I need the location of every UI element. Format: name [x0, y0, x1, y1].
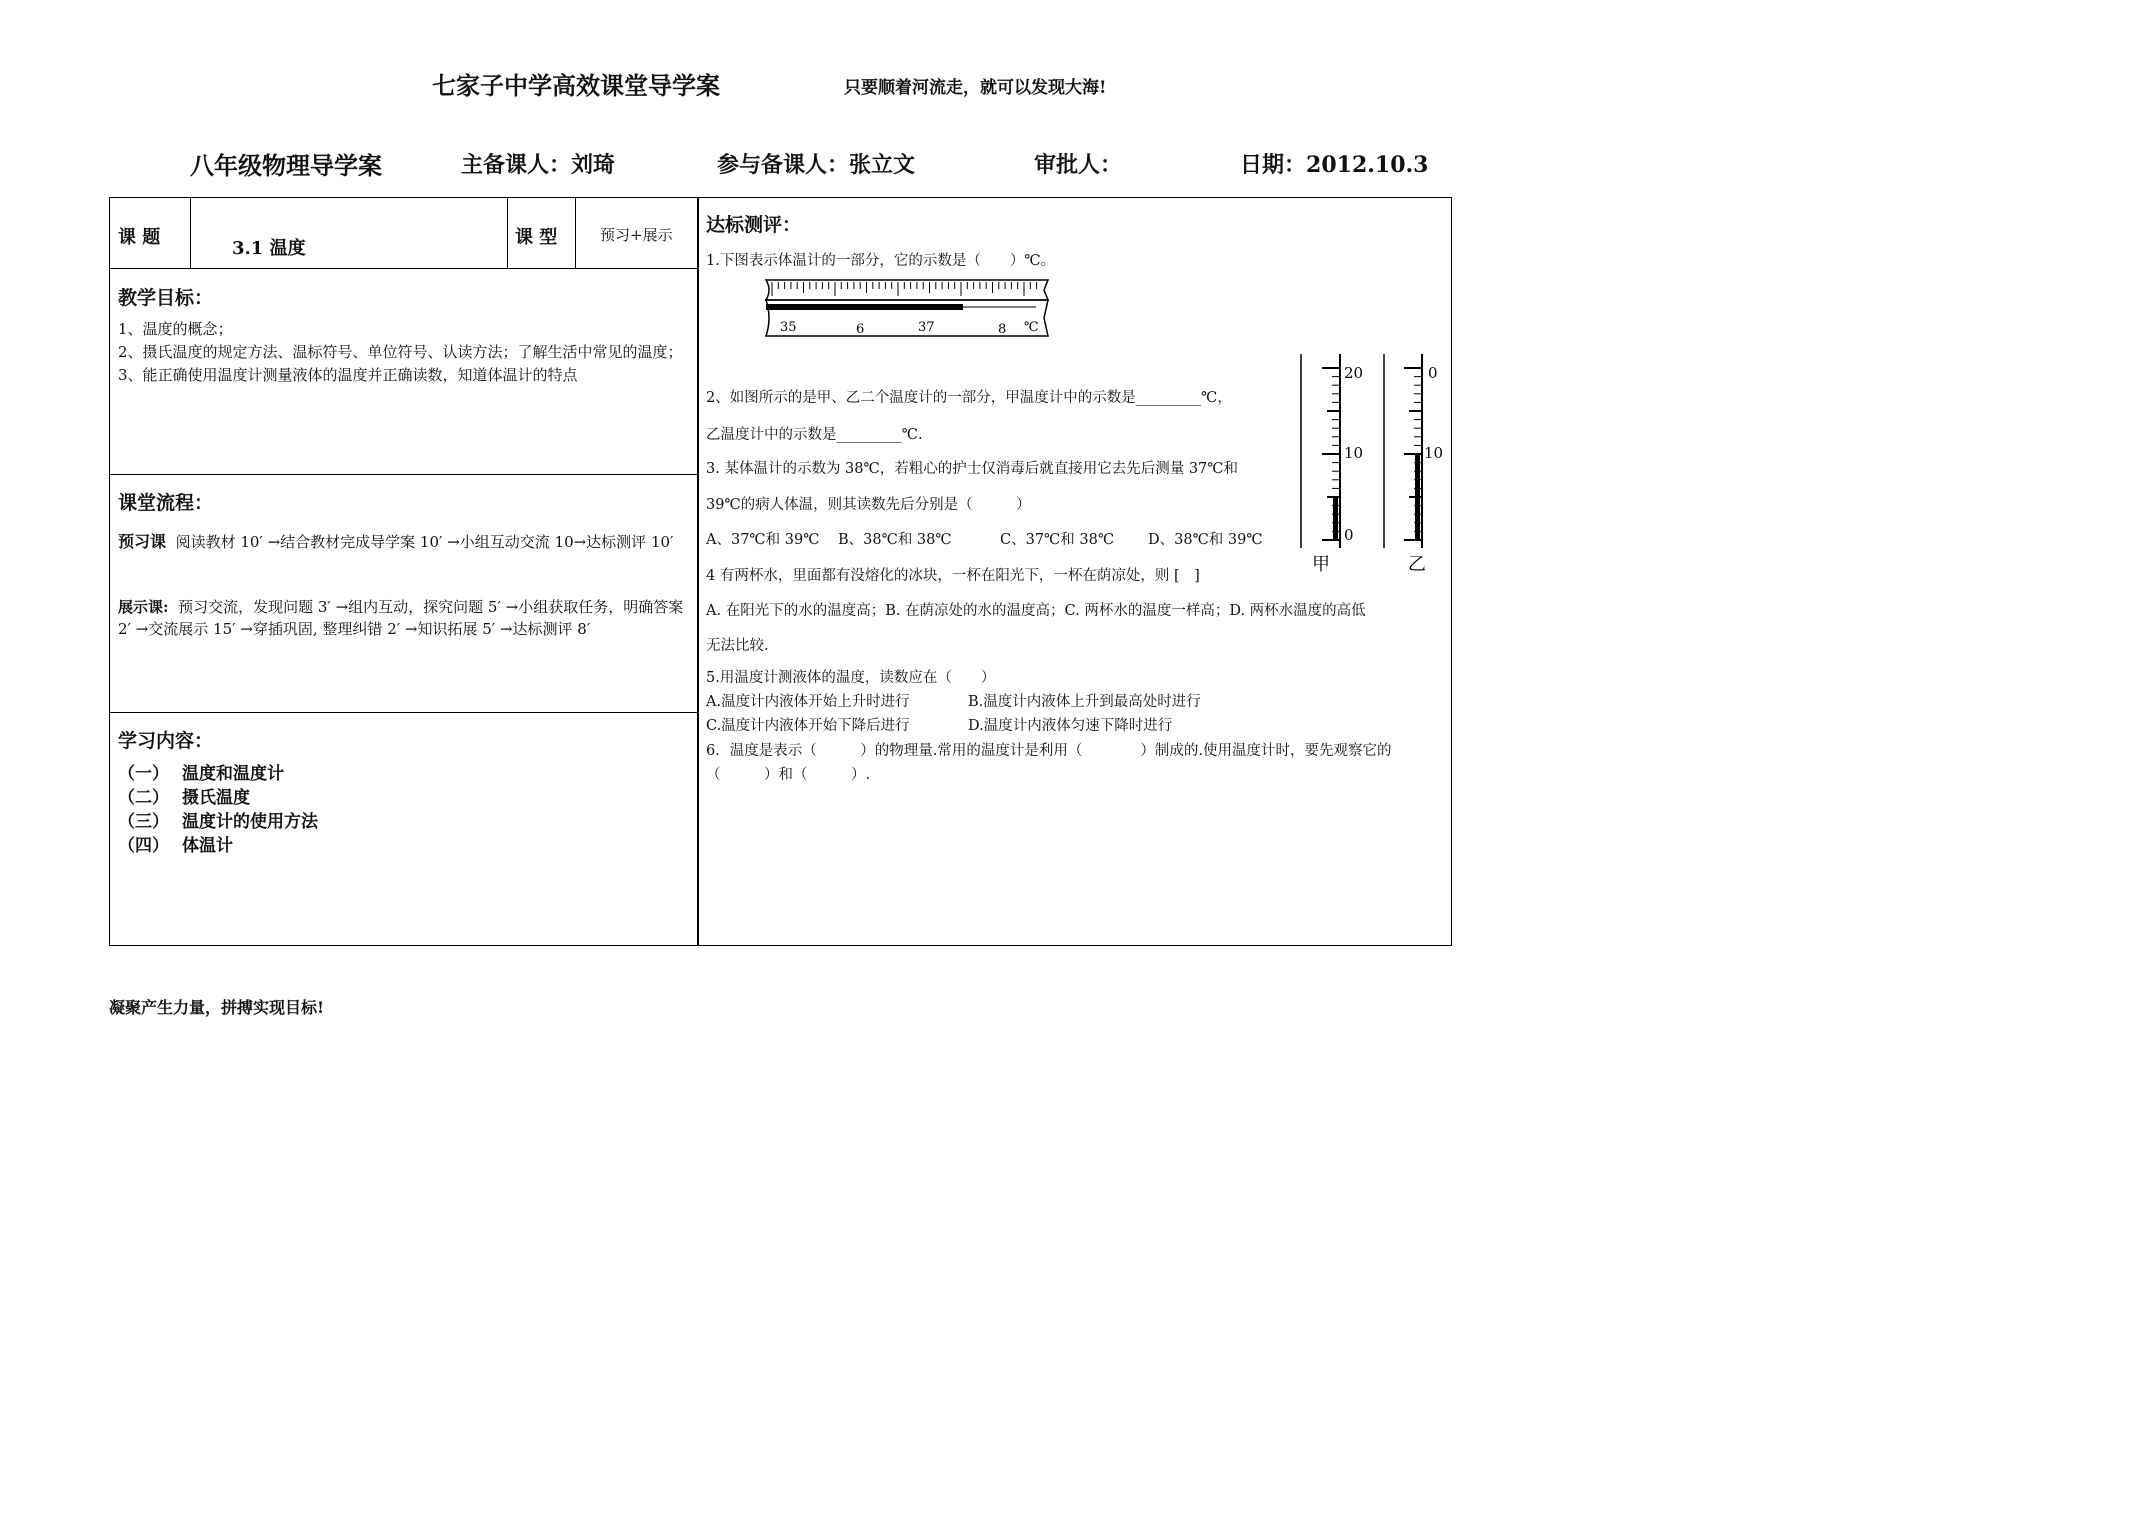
preview-text: 阅读教材 10′ →结合教材完成导学案 10′ →小组互动交流 10→达标测评 10′	[175, 533, 674, 551]
clinical-thermometer-ticks	[772, 282, 1037, 296]
divider-topic-value	[507, 197, 508, 268]
tick-label-37: 37	[918, 320, 935, 335]
approver: 审批人：	[1034, 152, 1123, 178]
main-teacher: 主备课人：刘琦	[461, 152, 616, 178]
yi-tick-0: 0	[1428, 364, 1438, 382]
preview-flow	[118, 528, 692, 556]
objectives-title: 教学目标：	[118, 287, 214, 309]
q3-option-b: B、38℃和 38℃	[838, 532, 952, 548]
yi-thermometer	[1384, 354, 1443, 575]
jia-tick-20: 20	[1344, 364, 1364, 382]
tick-label-35: 35	[780, 320, 797, 335]
jia-yi-thermometers-figure	[1296, 348, 1456, 580]
show-label: 展示课:	[118, 598, 169, 616]
question-5: 5.用温度计测液体的温度，读数应在（ ）	[706, 670, 996, 686]
school-title: 七家子中学高效课堂导学案	[432, 71, 720, 100]
question-2-line2: 乙温度计中的示数是_________℃.	[706, 427, 923, 443]
type-value: 预习+展示	[600, 226, 673, 244]
preview-label: 预习课	[118, 532, 167, 551]
jia-tick-10: 10	[1344, 444, 1364, 462]
question-2-line1: 2、如图所示的是甲、乙二个温度计的一部分，甲温度计中的示数是_________℃，	[706, 390, 1232, 406]
show-text: 预习交流，发现问题 3′ →组内互动，探究问题 5′ →小组获取任务，明确答案 2′ →交流展示 15′ →穿插巩固, 整理纠错 2′ →知识拓展 5′ →达标测评 8′	[118, 598, 684, 638]
topic-label: 课 题	[118, 227, 161, 248]
clinical-thermometer-figure	[758, 278, 1054, 340]
assessment-title: 达标测评：	[706, 214, 802, 236]
q5-option-d: D.温度计内液体匀速下降时进行	[968, 718, 1173, 734]
content-item: （一） 温度和温度计	[118, 764, 284, 784]
yi-tick-10: 10	[1424, 444, 1444, 462]
jia-label: 甲	[1312, 554, 1330, 575]
topic-value: 3.1 温度	[232, 238, 306, 259]
q5-option-c: C.温度计内液体开始下降后进行	[706, 718, 910, 734]
objectives-list	[118, 318, 690, 387]
objective-item: 2、摄氏温度的规定方法、温标符号、单位符号、认读方法；了解生活中常见的温度；	[118, 343, 683, 361]
q3-option-a: A、37℃和 39℃	[706, 532, 820, 548]
question-3-line1: 3. 某体温计的示数为 38℃，若粗心的护士仅消毒后就直接用它去先后测量 37℃和	[706, 461, 1239, 477]
motto-top: 只要顺着河流走，就可以发现大海!	[844, 78, 1107, 98]
q5-option-b: B.温度计内液体上升到最高处时进行	[968, 694, 1201, 710]
divider-flow	[109, 712, 698, 713]
question-3-line2: 39℃的病人体温，则其读数先后分别是（ ）	[706, 497, 1031, 513]
q4-options-line1: A. 在阳光下的水的温度高；B. 在荫凉处的水的温度高；C. 两杯水的温度一样高；D. 两杯水温度的高低	[706, 603, 1366, 619]
question-1: 1.下图表示体温计的一部分，它的示数是（ ）℃。	[706, 253, 1056, 269]
date: 日期：2012.10.3	[1240, 152, 1429, 178]
question-6-line1: 6．温度是表示（ ）的物理量.常用的温度计是利用（ ）制成的.使用温度计时，要先观察它的	[706, 743, 1392, 759]
objective-item: 3、能正确使用温度计测量液体的温度并正确读数，知道体温计的特点	[118, 366, 578, 384]
content-title: 学习内容：	[118, 730, 214, 752]
divider-type-label	[575, 197, 576, 268]
q5-option-a: A.温度计内液体开始上升时进行	[706, 694, 910, 710]
co-teacher: 参与备课人：张立文	[717, 152, 916, 178]
tick-label-6: 6	[856, 322, 865, 337]
q3-option-c: C、37℃和 38℃	[1000, 532, 1115, 548]
tick-label-8: 8	[998, 322, 1007, 337]
content-item: （二） 摄氏温度	[118, 788, 250, 808]
divider-topic	[109, 268, 698, 269]
type-label: 课 型	[515, 227, 558, 248]
doc-title: 八年级物理导学案	[190, 151, 382, 180]
jia-tick-0: 0	[1344, 526, 1354, 544]
question-6-line2: （ ）和（ ）.	[706, 767, 871, 783]
yi-label: 乙	[1408, 554, 1426, 575]
divider-topic-label	[190, 197, 191, 268]
q3-option-d: D、38℃和 39℃	[1148, 532, 1263, 548]
divider-objectives	[109, 474, 698, 475]
center-divider	[697, 197, 699, 946]
show-flow	[118, 596, 692, 640]
motto-bottom: 凝聚产生力量，拼搏实现目标!	[109, 998, 325, 1017]
question-4: 4 有两杯水，里面都有没熔化的冰块，一杯在阳光下，一杯在荫凉处，则 [ ]	[706, 568, 1200, 584]
q4-options-line2: 无法比较.	[706, 638, 769, 654]
content-item: （四） 体温计	[118, 836, 233, 856]
flow-title: 课堂流程：	[118, 492, 214, 514]
tick-label-unit: ℃	[1024, 320, 1039, 335]
content-list	[118, 762, 318, 858]
content-item: （三） 温度计的使用方法	[118, 812, 318, 832]
objective-item: 1、温度的概念；	[118, 320, 233, 338]
jia-thermometer	[1301, 354, 1363, 575]
